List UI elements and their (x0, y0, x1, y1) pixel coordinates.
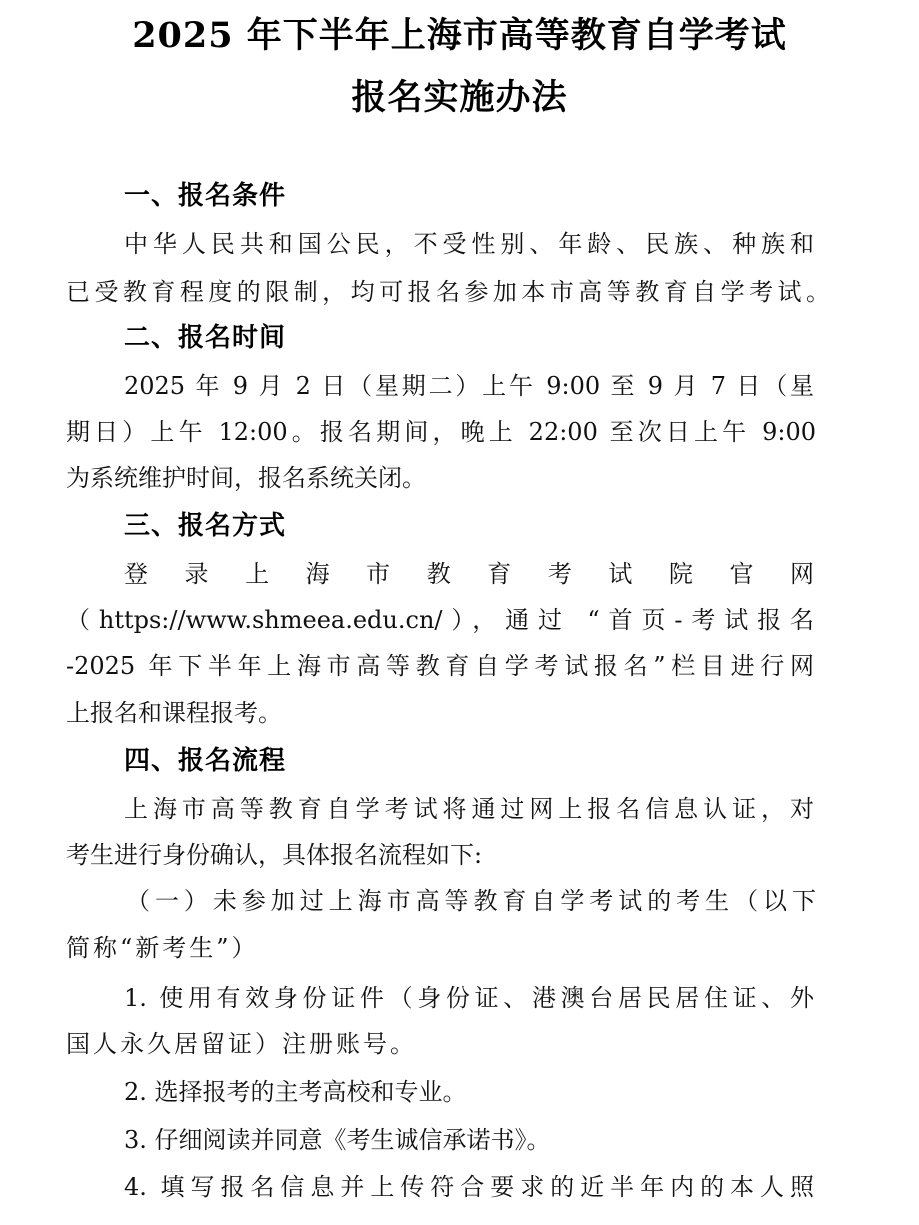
paragraph-line: 登录上海市教育考试院官网 (124, 560, 814, 588)
paragraph-line: 上海市高等教育自学考试将通过网上报名信息认证，对 (124, 795, 814, 823)
website-url-line: （https://www.shmeea.edu.cn/），通过 “首页-考试报名 (66, 606, 814, 634)
paragraph-line: 已受教育程度的限制，均可报名参加本市高等教育自学考试。 (66, 278, 830, 306)
paragraph-line: 期日）上午 12:00。报名期间，晚上 22:00 至次日上午 9:00 (66, 418, 816, 446)
subsection-heading: （一）未参加过上海市高等教育自学考试的考生（以下 (126, 887, 816, 915)
list-item-continuation: 国人永久居留证）注册账号。 (66, 1030, 417, 1058)
section-heading-process: 四、报名流程 (124, 746, 287, 776)
list-item: 4. 填写报名信息并上传符合要求的近半年内的本人照 (124, 1173, 814, 1201)
paragraph-line: 简称“新考生”） (66, 934, 259, 962)
section-heading-conditions: 一、报名条件 (124, 181, 287, 211)
section-heading-time: 二、报名时间 (124, 323, 287, 353)
document-title-line-2: 报名实施办法 (351, 77, 568, 118)
paragraph-line: 中华人民共和国公民，不受性别、年龄、民族、种族和 (124, 230, 814, 258)
paragraph-line: 2025 年 9 月 2 日（星期二）上午 9:00 至 9 月 7 日（星 (124, 372, 814, 400)
document-title-line-1: 2025 年下半年上海市高等教育自学考试 (132, 15, 787, 56)
paragraph-line: 为系统维护时间，报名系统关闭。 (66, 464, 426, 492)
list-item: 1. 使用有效身份证件（身份证、港澳台居民居住证、外 (124, 984, 814, 1012)
paragraph-line: -2025 年下半年上海市高等教育自学考试报名”栏目进行网 (66, 652, 814, 680)
list-item: 2. 选择报考的主考高校和专业。 (124, 1078, 467, 1106)
section-heading-method: 三、报名方式 (124, 511, 287, 541)
paragraph-line: 考生进行身份确认，具体报名流程如下: (66, 841, 483, 869)
paragraph-line: 上报名和课程报考。 (66, 699, 282, 727)
list-item: 3. 仔细阅读并同意《考生诚信承诺书》。 (124, 1126, 551, 1154)
